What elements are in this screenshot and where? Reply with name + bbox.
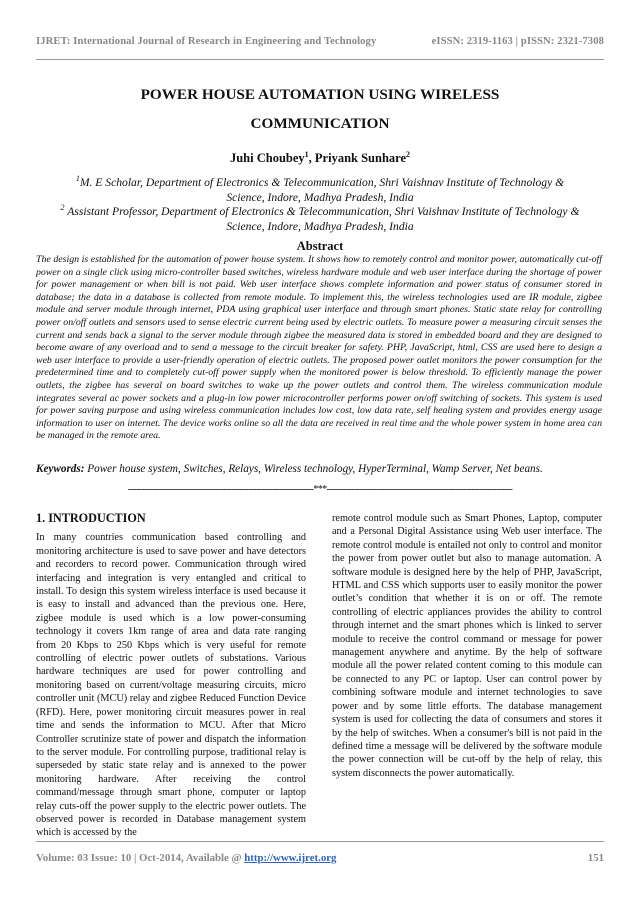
- running-header: [36, 36, 604, 47]
- intro-paragraph-right: remote control module such as Smart Phones, Laptop, computer and a Personal Digital Assistance using Web user interface. The remote control module is entailed not only to control and monitor the power from power outlet but also to manage automation. A software module is designed here by the help of PHP, JavaScript, HTML and CSS which supports user to easily monitor the power outlet’s condition that whether it is on or off. The remote controlling of electric appliances provides the ability to control through internet and the smart phones which is linked to server module to receive the control command or message for power management anywhere and anytime. By the help of software module all the power related content coming to this module can be connected to any PC or laptop. User can control power by combining software module and internet technologies to save power and by some little efforts. The database management system is used for collecting the data of consumers and stores it by the help of switches. When a consumer's bill is not paid in the defined time a message will be delivered by the software module the power connection will be cut-off by the help of relay, this system disconnects the power automatically.: [332, 513, 602, 779]
- issn: eISSN: 2319-1163 | pISSN: 2321-7308: [431, 36, 604, 47]
- author-1: Juhi Choubey: [229, 151, 305, 166]
- keywords-label: Keywords:: [36, 463, 85, 475]
- author-2: Priyank Sunhare: [314, 151, 407, 166]
- footer-volume: Volume: 03 Issue: 10 | Oct-2014, Available @: [36, 852, 245, 864]
- affiliation-2-text: Assistant Professor, Department of Electronics & Telecommunication, Shri Vaishnav Institute of Technology & Science, Indore, Madhya Pradesh, India: [64, 204, 580, 234]
- page-number: 151: [587, 852, 604, 864]
- header-rule: [36, 59, 604, 60]
- title-line-2: COMMUNICATION: [250, 115, 390, 132]
- section-separator: --------------------------------------------------------------------***--------------------------------------------------------------------: [127, 484, 513, 495]
- journal-link[interactable]: http://www.ijret.org: [244, 852, 337, 864]
- intro-paragraph-left: In many countries communication based controlling and monitoring architecture is used to save power and have detectors and recorders to record power. Communication through wired interfacing and integration is very entangled and critical to install. To design this system wireless interface is used because it is easy to install and advanced than the previous one. Here, zigbee module is used which is a low power-consuming technology it covers 1km range of area and data rate ranging from 20 Kbps to 250 Kbps which is very useful for remote controlling of electric power outlets of substations. Various hardware techniques are used for power controlling and monitoring based on current/voltage measuring circuits, micro controller unit (MCU) relay and zigbee Reduced Function Device (RFD). Here, power monitoring circuit measures power in real time and sends the information to MCU. After that Micro Controller scrutinize state of power and dispatch the information to the server module. For controlling purpose, traditional relay is superseded by static state relay and is annexed to the power monitoring hardware. After receiving the control command/message through smart phone, computer or laptop relay cuts-off the power supply to the electric power outlets. The observed power is recorded in Database management system which is accessed by the: [36, 532, 306, 839]
- footer-rule: [36, 841, 604, 842]
- author-1-sup: 1: [304, 150, 309, 159]
- running-footer: [36, 852, 604, 864]
- author-separator: ,: [308, 151, 315, 166]
- keywords-text: Power house system, Switches, Relays, Wireless technology, HyperTerminal, Wamp Server, Net beans.: [84, 463, 543, 475]
- left-column: [36, 512, 306, 840]
- abstract-text: The design is established for the automation of power house system. It shows how to remotely control and monitor power, automatically cut-off power on a single click using micro-controller based switches, wireless hardware module and web user interface during the shortage of power for power management or when bill is not paid. Web user interface shows complete information and power status of consumer stored in database; the data in a database is collected from remote module. To implement this, the wireless technologies used are IR module, zigbee module and server module through internet, PDA using graphical user interface and through smart phones. Static state relay for controlling power on/off outlets and sensors used to sense electric current being used by electric outlets. To measure power a measuring circuit senses the current and sends back a signal to the server module through zigbee the measured data is stored in embedded board and they are designed to become aware of any overload and to send a message to the circuit breaker for safety. PHP, JavaScript, html, CSS are used here to design a web user interface to provide a user-friendly operation of electric outlets. The proposed power outlet monitors the power consumption for the predetermined time and to completely cut-off power supply when the monitored power is below threshold. To efficiently manage the power outlets, the zigbee has several on board switches to wake up the power outlets and control them. The wireless communication module integrates several ac power sockets and a plug-in low power microcontroller performs power on/off switching of sockets. This system is used for power saving purpose and using wireless communication includes low cost, low data rate, self healing system and provides energy usage information to user on internet. The device works online so all the data are received in real time and the whole power system in home area can be managed in the remote area.: [36, 254, 602, 442]
- affiliation-1-sup: 1: [75, 174, 80, 183]
- right-column: [332, 512, 602, 780]
- title-line-1: POWER HOUSE AUTOMATION USING WIRELESS: [140, 86, 500, 103]
- journal-name: IJRET: International Journal of Research in Engineering and Technology: [36, 36, 377, 47]
- section-heading-introduction: 1. INTRODUCTION: [36, 511, 146, 525]
- affiliation-2-sup: 2: [60, 203, 65, 212]
- footer-citation: [36, 852, 336, 864]
- author-2-sup: 2: [406, 150, 411, 159]
- author-list: [36, 150, 604, 166]
- affiliation-2: [60, 200, 580, 235]
- affiliation-1-text: M. E Scholar, Department of Electronics & Telecommunication, Shri Vaishnav Institute of Technology & Science, Indore, Madhya Pradesh, India: [79, 175, 565, 205]
- paper-title: [36, 80, 604, 138]
- abstract-heading: Abstract: [296, 239, 344, 253]
- keywords: [36, 463, 604, 475]
